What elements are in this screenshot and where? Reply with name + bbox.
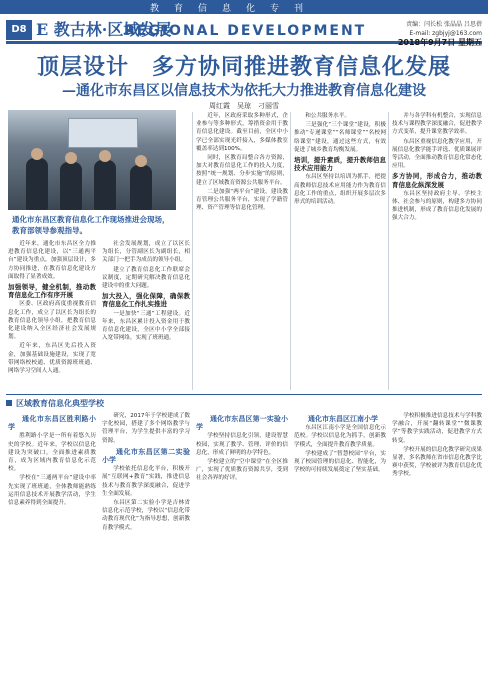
column-name-english: REGIONAL DEVELOPMENT [124, 23, 367, 39]
paragraph: 建立了教育信息化工作联席会议制度，定期研究解决教育信息化建设中的重大问题。 [102, 266, 190, 290]
paragraph: 同时，区教育局整合各方资源，加大对教育信息化工作的投入力度，按照“统一规划、分步实施”的原则，建立了区域教育资源公共服务平台。 [196, 155, 288, 186]
column-rule [388, 112, 389, 390]
paragraph: 东昌区坚持以培训为抓手，把提高教师信息技术应用能力作为教育信息化工作的重点，组织开展多层次多形式的培训活动。 [294, 174, 386, 206]
paragraph: 学校依托信息化平台，积极开展“互联网+教育”实践，推进信息技术与教育教学深度融合，促进学生全面发展。 [102, 466, 190, 497]
photo-caption: 通化市东昌区教育信息化工作现场推进会现场，教育部领导参观指导。 [12, 215, 170, 235]
paragraph: 学校积极推进信息技术与学科教学融合，开展“翻转课堂”“微课教学”等教学实践活动，促进教学方式转变。 [392, 413, 482, 444]
paragraph: 学校建成了“智慧校园”平台，实现了校园管理的信息化、智能化，为学校的可持续发展奠定了坚实基础。 [294, 450, 386, 474]
person-head [135, 155, 147, 167]
paragraph: 一是加快“三通”工程建设。近年来，东昌区累计投入资金用于教育信息化建设，全区中小学全部接入宽带网络，实现了班班通。 [102, 310, 190, 342]
article-headline: 顶层设计 多方协同推进教育信息化发展 [36, 54, 451, 80]
school-column-1 [8, 412, 96, 680]
school-heading: 通化市东昌区胜利路小学 [8, 415, 96, 432]
person-figure [26, 158, 48, 210]
section-heading: 培训，提升素质，提升教师信息技术应用能力 [294, 156, 386, 173]
section2-title-text: 区域教育信息化典型学校 [16, 399, 104, 408]
person-figure [60, 162, 82, 210]
paragraph: 学校坚持信息化引领，建设智慧校园，实现了教学、管理、评价的信息化，形成了鲜明的办学特色。 [196, 433, 288, 456]
column-rule [192, 112, 193, 390]
school-column-5 [392, 412, 482, 680]
school-column-2 [102, 412, 190, 680]
editors-line: 责编：闫长松 张晶晶 吕思蓓 [406, 21, 482, 28]
paragraph: 并与各学科有机整合，实现信息技术与课程教学深度融合，促进教学方式变革，提升课堂教学效率。 [392, 113, 482, 136]
section-heading: 加强领导，健全机制，推动教育信息化工作有序开展 [8, 283, 96, 300]
paragraph: 社会发展规划，成立了以区长为组长，分管副区长为副组长，相关部门一把手为成员的领导小组。 [102, 241, 190, 264]
school-heading: 通化市东昌区江南小学 [308, 415, 378, 423]
person-figure [130, 165, 152, 210]
paragraph: 东昌区第二实验小学是吉林省信息化示范学校，学校以“信息化带动教育现代化”为指导思想，创新教育教学模式。 [102, 500, 190, 531]
page-meta [398, 20, 482, 47]
column-name: E 教古林·区域发展 [36, 20, 172, 39]
paragraph: 胜利路小学是一所有着悠久历史的学校。近年来，学校以信息化建设为突破口，全面推进素质教育，成为区域内教育信息化示范校。 [8, 433, 96, 473]
email-line: E-mail: zgbjyj@163.com [409, 30, 482, 37]
paragraph: 近年来，通化市东昌区全力推进教育信息化建设，以“三通两平台”建设为重点，加强顶层设计，多方协同推进，在教育信息化建设方面取得了显著成效。 [8, 241, 96, 280]
section-marker [6, 400, 12, 406]
article-column-2 [102, 240, 190, 390]
section2-title [6, 398, 104, 409]
projection-screen [68, 118, 138, 148]
person-figure [94, 160, 116, 210]
person-head [31, 148, 43, 160]
person-head [65, 152, 77, 164]
paragraph: 区委、区政府高度重视教育信息化工作，成立了以区长为组长的教育信息化领导小组，把教育信息化建设纳入全区经济社会发展规划。 [8, 301, 96, 341]
article-subheadline: —通化市东昌区以信息技术为依托大力推进教育信息化建设 [62, 83, 426, 99]
school-column-4 [294, 412, 386, 680]
school-column-3 [196, 412, 288, 680]
paragraph: 学校开展的信息化教学研究成果显著，多名教师在省市信息化教学比赛中获奖，学校被评为教育信息化优秀学校。 [392, 446, 482, 478]
top-banner [0, 0, 488, 14]
section-header [6, 20, 482, 47]
article-byline: 周红霞 吴琼 刁丽雪 [209, 102, 279, 110]
paragraph: 二是加强“两平台”建设。建设教育管理公共服务平台，实现了学籍管理、资产管理等信息化管理。 [196, 188, 288, 212]
issue-date: 2018年9月7日 星期五 [397, 38, 482, 47]
paragraph: 学校在“三通两平台”建设中率先实现了班班通，全体教师能熟练运用信息技术开展教学活动，学生信息素养得到全面提升。 [8, 475, 96, 507]
column-rule [290, 112, 291, 390]
school-heading: 通化市东昌区第一实验小学 [196, 415, 288, 432]
article-column-3 [196, 112, 288, 390]
paragraph: 研究，2017年于学校建成了数字化校园，搭建了多个网络教学与管理平台，为学生提供丰富的学习资源。 [102, 413, 190, 444]
section-heading: 多方协同，形成合力，推动教育信息化纵深发展 [392, 172, 482, 189]
paragraph: 学校建立的“空中课堂”在全区推广，实现了优质教育资源共享，受到社会各界的好评。 [196, 459, 288, 482]
paragraph: 东昌区江南小学是全国信息化示范校。学校以信息化为抓手，创新教学模式，全面提升教育教学质量。 [294, 425, 386, 448]
paragraph: 三是强化“三个课堂”建设，积极推动“专递课堂”“名师课堂”“名校网络课堂”建设，通过这些方式，有效促进了城乡教育均衡发展。 [294, 122, 386, 153]
section-heading: 加大投入，强化保障，确保教育信息化工作扎实推进 [102, 292, 190, 309]
paragraph: 近年，区政府采取多种形式，企业参与等多种形式，筹措资金用于教育信息化建设。截至目前，全区中小学已全部实现光纤接入，多媒体教室覆盖率达到100%。 [196, 113, 288, 152]
article-column-4 [294, 112, 386, 390]
paragraph: 东昌区坚持政府主导、学校主体、社会参与的原则，构建多方协同推进机制，形成了教育信息化发展的强大合力。 [392, 190, 482, 222]
article-column-1 [8, 240, 96, 390]
school-heading: 通化市东昌区第二实验小学 [102, 447, 190, 465]
paragraph: 和公共服务水平。 [305, 113, 350, 119]
paragraph: 东昌区重视信息化教学应用，开展信息化教学能手评选、优质课展评等活动，全面推动教育信息化常态化应用。 [392, 138, 482, 170]
paragraph: 近年来，东昌区先后投入资金，加强基础设施建设，实现了宽带网络校校通、优质资源班班通、网络学习空间人人通。 [8, 343, 96, 375]
banner-title: 教育信息化专刊 [150, 4, 319, 14]
person-head [99, 150, 111, 162]
article-column-5 [392, 112, 482, 390]
page-number: D8 [6, 20, 32, 40]
article-photo [8, 110, 176, 210]
